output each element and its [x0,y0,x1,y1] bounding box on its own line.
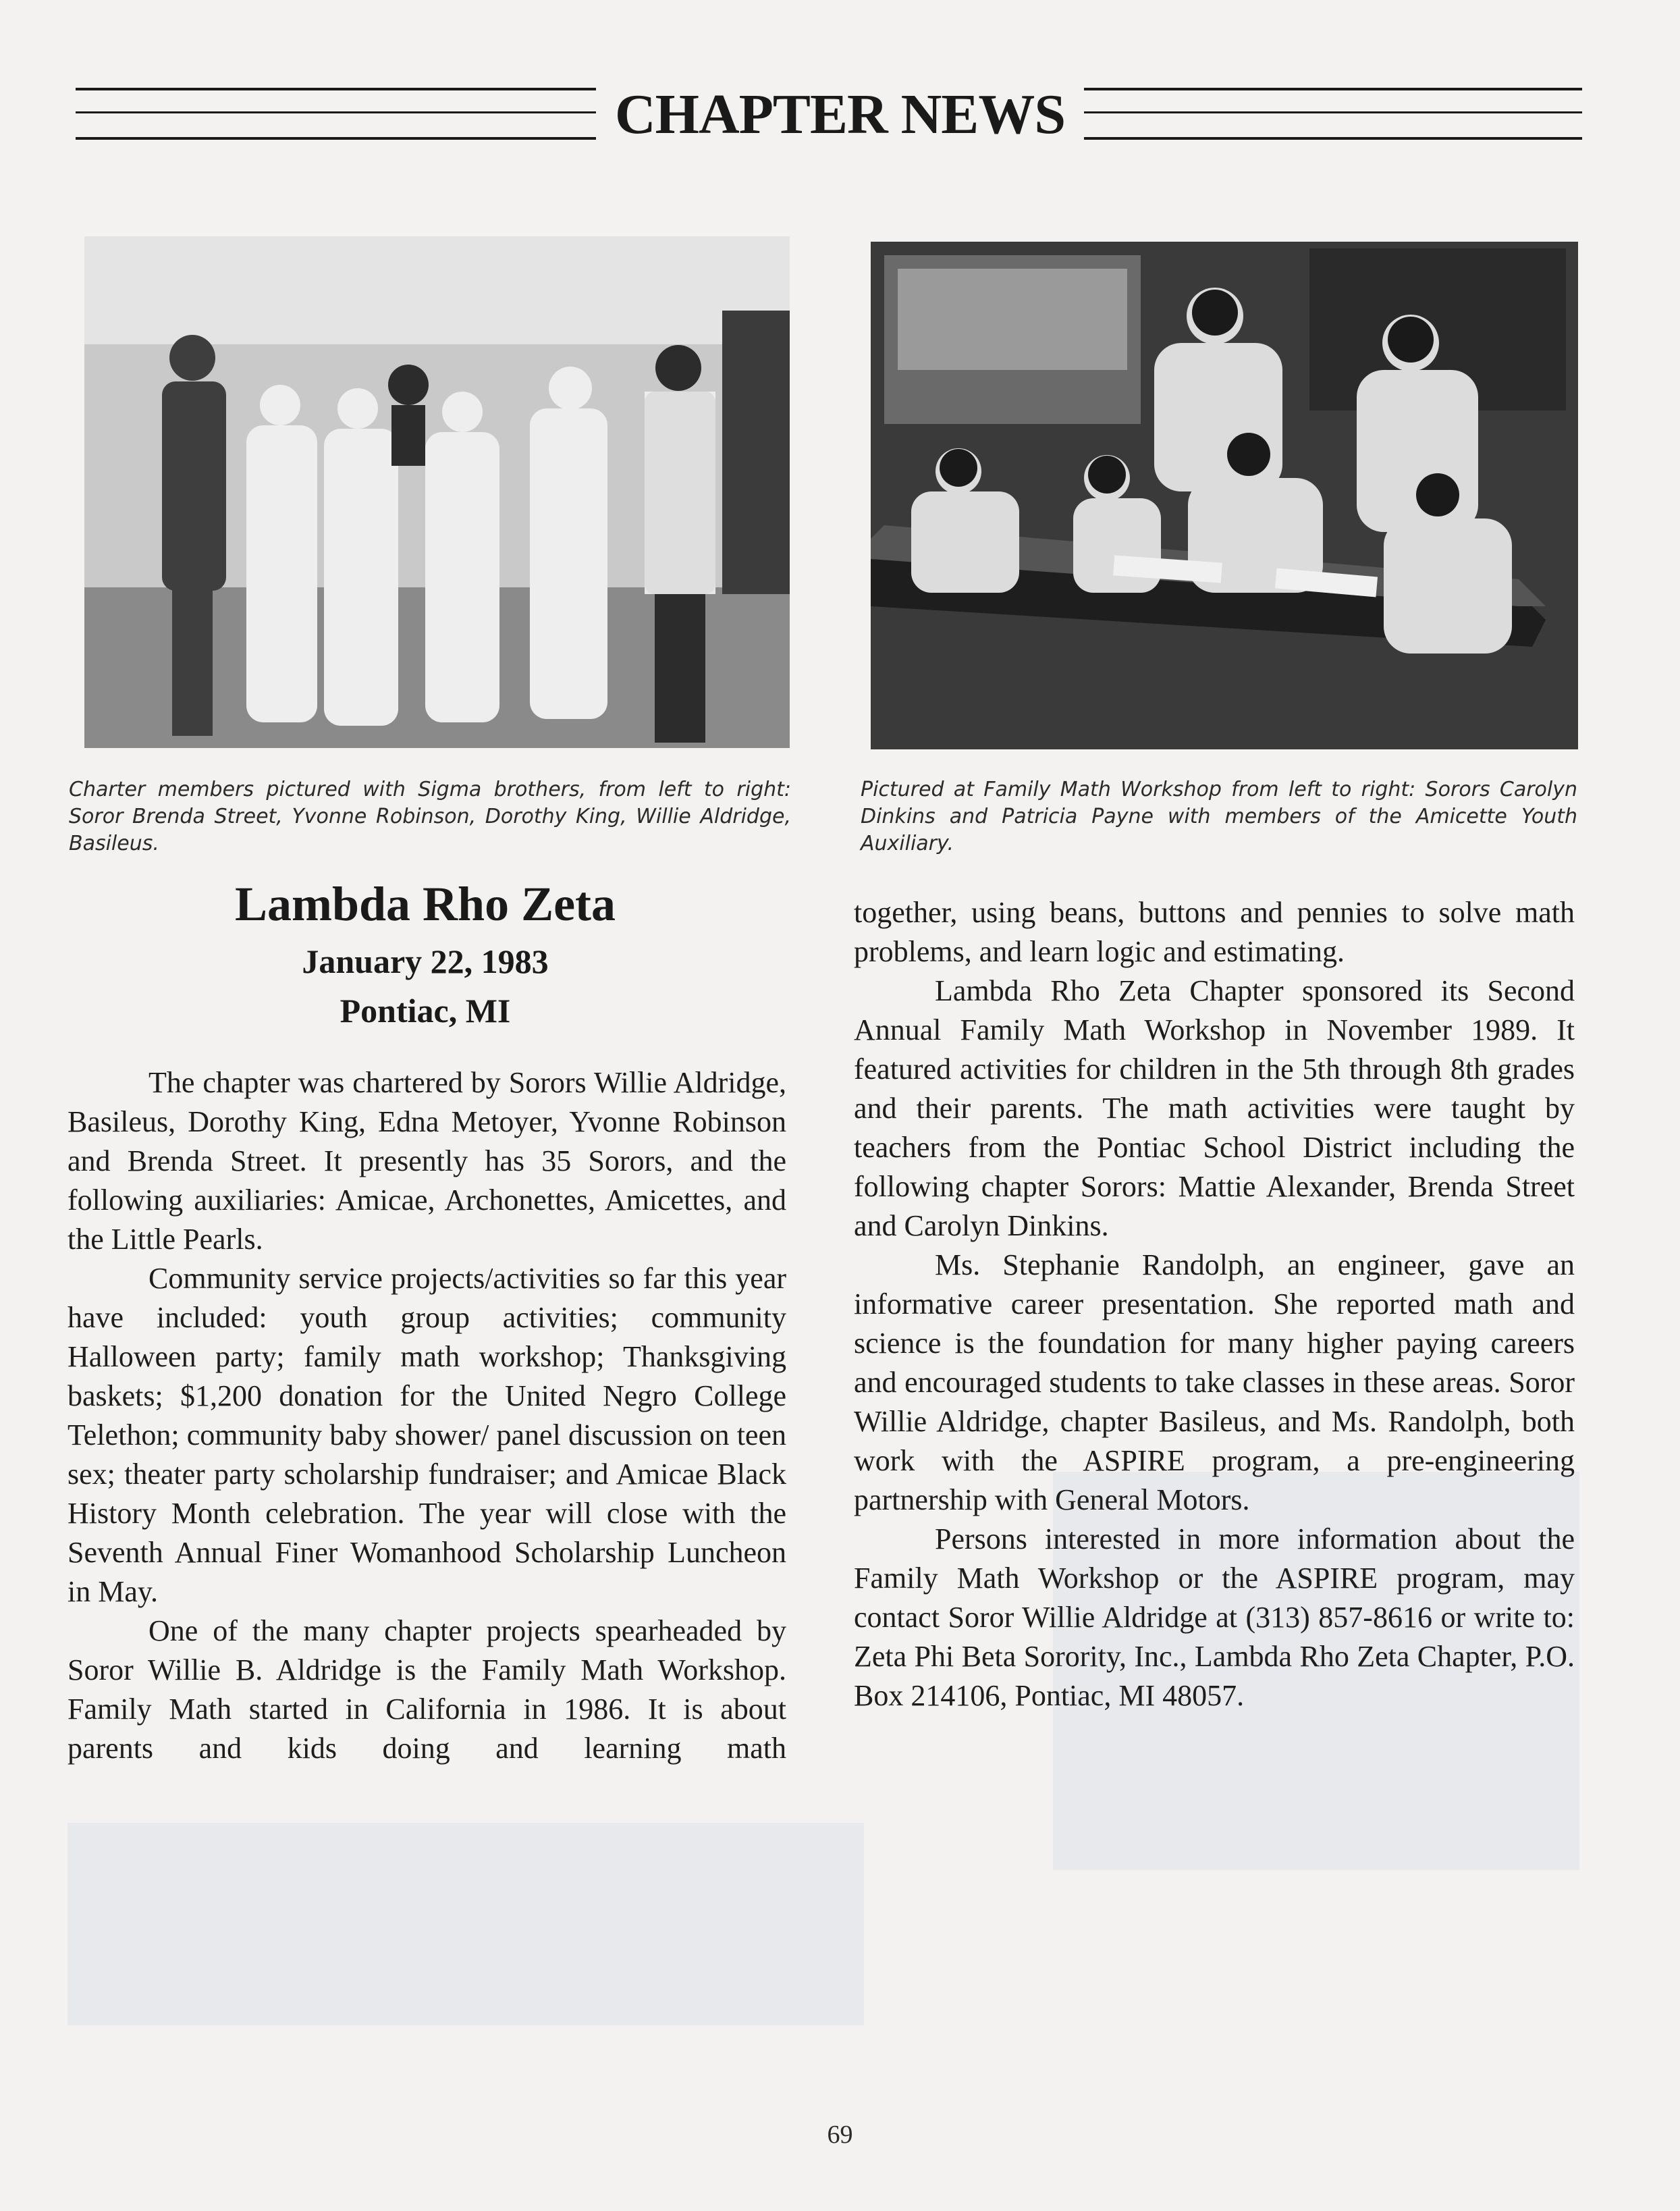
section-header [0,82,1680,147]
article-title: Lambda Rho Zeta [234,877,616,931]
article-column-left [67,1063,786,1768]
page-number: 69 [827,2121,853,2149]
article-date: January 22, 1983 [302,942,549,980]
article-paragraph: Persons interested in more information about the Family Math Workshop or the ASPIRE program, may contact Soror Willie Aldridge at (313) 857-8616 or write to: Zeta Phi Beta Sorority, Inc., Lambda Rho Zeta Chapter, P.O. Box 214106, Pontiac, MI 48057. [854,1522,1575,1712]
article-column-right [854,893,1575,1715]
article-paragraph: Community service projects/activities so far this year have included: youth group activities; community Halloween party; family math workshop; Thanksgiving baskets; $1,200 donation for the United Negro College Telethon; community baby shower/ panel discussion on teen sex; theater party scholarship fundraiser; and Amicae Black History Month celebration. The year will close with the Seventh Annual Finer Womanhood Scholarship Luncheon in May. [67,1262,786,1608]
photo-family-math-workshop-image [871,242,1578,749]
section-title: CHAPTER NEWS [596,82,1084,147]
bleed-through-shade [67,1823,864,2025]
article-paragraph: One of the many chapter projects spearheaded by Soror Willie B. Aldridge is the Family Math Workshop. Family Math started in California in 1986. It is about parents and kids doing and learning math [67,1614,786,1765]
photo-charter-members [84,236,790,748]
photo-charter-members-image [84,236,790,748]
article-location: Pontiac, MI [340,992,511,1030]
article-paragraph: Lambda Rho Zeta Chapter sponsored its Second Annual Family Math Workshop in November 1989. It featured activities for children in the 5th through 8th grades and their parents. The math activities were taught by teachers from the Pontiac School District including the following chapter Sorors: Mattie Alexander, Brenda Street and Carolyn Dinkins. [854,974,1575,1242]
photo-family-math-workshop [871,242,1578,749]
article-paragraph: The chapter was chartered by Sorors Willie Aldridge, Basileus, Dorothy King, Edna Metoyer, Yvonne Robinson and Brenda Street. It presently has 35 Sorors, and the following auxiliaries: Amicae, Archonettes, Amicettes, and the Little Pearls. [67,1066,786,1256]
article-paragraph: Ms. Stephanie Randolph, an engineer, gave an informative career presentation. She reported math and science is the foundation for many higher paying careers and encouraged students to take classes in these areas. Soror Willie Aldridge, chapter Basileus, and Ms. Randolph, both work with the ASPIRE program, a pre-engineering partnership with General Motors. [854,1248,1575,1516]
photo-caption-left: Charter members pictured with Sigma brothers, from left to right: Soror Brenda Street, Yvonne Robinson, Dorothy King, Willie Aldridge, Basileus. [69,778,791,855]
article-paragraph: together, using beans, buttons and pennies to solve math problems, and learn logic and estimating. [854,896,1575,968]
photo-caption-right: Pictured at Family Math Workshop from left to right: Sorors Carolyn Dinkins and Patricia Payne with members of the Amicette Youth Auxiliary. [861,778,1577,855]
